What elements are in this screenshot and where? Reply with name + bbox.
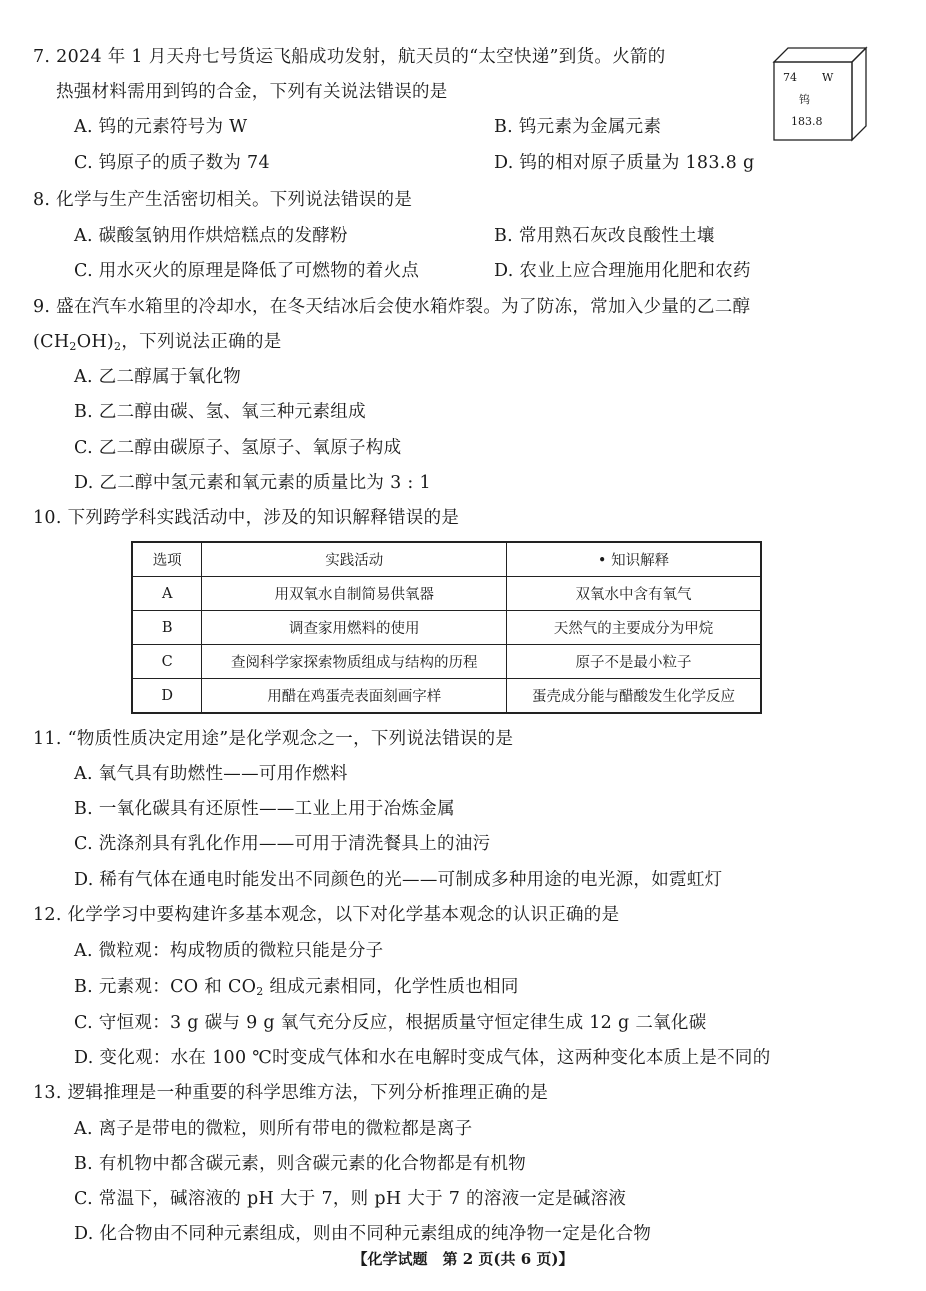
q12-option-a: A. 微粒观：构成物质的微粒只能是分子 [74, 941, 384, 961]
q13-option-d: D. 化合物由不同种元素组成，则由不同种元素组成的纯净物一定是化合物 [74, 1224, 652, 1244]
table-cell: 蛋壳成分能与醋酸发生化学反应 [507, 679, 761, 714]
page-footer: 【化学试题 第 2 页(共 6 页)】 [352, 1250, 574, 1268]
q7-option-d: D. 钨的相对原子质量为 183.8 g [494, 153, 755, 173]
element-name: 钨 [799, 93, 810, 106]
q12-option-b-text: B. 元素观：CO 和 CO [74, 977, 257, 997]
q13-option-a: A. 离子是带电的微粒，则所有带电的微粒都是离子 [74, 1119, 473, 1139]
q12-stem: 12. 化学学习中要构建许多基本观念，以下对化学基本观念的认识正确的是 [33, 905, 620, 925]
q9-option-c: C. 乙二醇由碳原子、氢原子、氧原子构成 [74, 438, 402, 458]
q13-stem: 13. 逻辑推理是一种重要的科学思维方法，下列分析推理正确的是 [33, 1083, 549, 1103]
formula-subscript: 2 [256, 985, 264, 998]
table-cell: 用醋在鸡蛋壳表面刻画字样 [202, 679, 507, 714]
q7-stem-line2: 热强材料需用到钨的合金，下列有关说法错误的是 [56, 82, 448, 102]
q9-stem-line1: 9. 盛在汽车水箱里的冷却水，在冬天结冰后会使水箱炸裂。为了防冻，常加入少量的乙二醇 [33, 297, 751, 317]
q11-option-d: D. 稀有气体在通电时能发出不同颜色的光——可制成多种用途的电光源，如霓虹灯 [74, 870, 723, 890]
q7-option-c: C. 钨原子的质子数为 74 [74, 153, 270, 173]
q7-option-a: A. 钨的元素符号为 W [74, 117, 248, 137]
table-cell: D [132, 679, 202, 714]
table-cell: 天然气的主要成分为甲烷 [507, 611, 761, 645]
formula-part: (CH [33, 332, 70, 352]
q12-option-b-text: 组成元素相同，化学性质也相同 [263, 977, 519, 997]
q8-option-b: B. 常用熟石灰改良酸性土壤 [494, 226, 715, 246]
table-cell: B [132, 611, 202, 645]
table-cell: 原子不是最小粒子 [507, 645, 761, 679]
atomic-number: 74 [783, 71, 797, 84]
q13-option-c: C. 常温下，碱溶液的 pH 大于 7，则 pH 大于 7 的溶液一定是碱溶液 [74, 1189, 627, 1209]
table-row [132, 645, 761, 679]
q12-option-c: C. 守恒观：3 g 碳与 9 g 氧气充分反应，根据质量守恒定律生成 12 g 二氧化碳 [74, 1013, 707, 1033]
q11-option-a: A. 氧气具有助燃性——可用作燃料 [74, 764, 348, 784]
q10-table [131, 541, 762, 714]
q9-option-b: B. 乙二醇由碳、氢、氧三种元素组成 [74, 402, 366, 422]
q8-stem: 8. 化学与生产生活密切相关。下列说法错误的是 [33, 190, 413, 210]
table-cell: C [132, 645, 202, 679]
q9-stem-rest: ，下列说法正确的是 [121, 332, 282, 352]
table-header: 实践活动 [202, 542, 507, 577]
q12-option-d: D. 变化观：水在 100 ℃时变成气体和水在电解时变成气体，这两种变化本质上是不同的 [74, 1048, 771, 1068]
formula-part: OH) [76, 332, 115, 352]
q8-option-c: C. 用水灭火的原理是降低了可燃物的着火点 [74, 261, 420, 281]
q11-option-c: C. 洗涤剂具有乳化作用——可用于清洗餐具上的油污 [74, 834, 491, 854]
formula-subscript: 2 [114, 340, 122, 353]
table-cell: 调查家用燃料的使用 [202, 611, 507, 645]
table-header: 选项 [132, 542, 202, 577]
table-row [132, 679, 761, 714]
q9-stem-line2 [33, 330, 282, 354]
q11-stem: 11. “物质性质决定用途”是化学观念之一，下列说法错误的是 [33, 729, 514, 749]
q9-option-d: D. 乙二醇中氢元素和氧元素的质量比为 3 : 1 [74, 473, 431, 493]
table-cell: 查阅科学家探索物质组成与结构的历程 [202, 645, 507, 679]
q9-option-a: A. 乙二醇属于氧化物 [74, 367, 242, 387]
table-header: • 知识解释 [507, 542, 761, 577]
table-row [132, 577, 761, 611]
q11-option-b: B. 一氧化碳具有还原性——工业上用于冶炼金属 [74, 799, 455, 819]
formula-subscript: 2 [69, 340, 77, 353]
atomic-mass: 183.8 [791, 115, 823, 128]
q8-option-d: D. 农业上应合理施用化肥和农药 [494, 261, 751, 281]
q10-stem: 10. 下列跨学科实践活动中，涉及的知识解释错误的是 [33, 508, 460, 528]
table-header-row [132, 542, 761, 577]
element-symbol: W [822, 71, 834, 84]
table-row [132, 611, 761, 645]
table-cell: 用双氧水自制简易供氧器 [202, 577, 507, 611]
q13-option-b: B. 有机物中都含碳元素，则含碳元素的化合物都是有机物 [74, 1154, 527, 1174]
q7-stem-line1: 7. 2024 年 1 月天舟七号货运飞船成功发射，航天员的“太空快递”到货。火箭的 [33, 47, 666, 67]
q8-option-a: A. 碳酸氢钠用作烘焙糕点的发酵粉 [74, 226, 348, 246]
tungsten-element-card [772, 46, 868, 142]
q7-option-b: B. 钨元素为金属元素 [494, 117, 662, 137]
table-cell: A [132, 577, 202, 611]
q12-option-b [74, 975, 519, 999]
table-cell: 双氧水中含有氧气 [507, 577, 761, 611]
